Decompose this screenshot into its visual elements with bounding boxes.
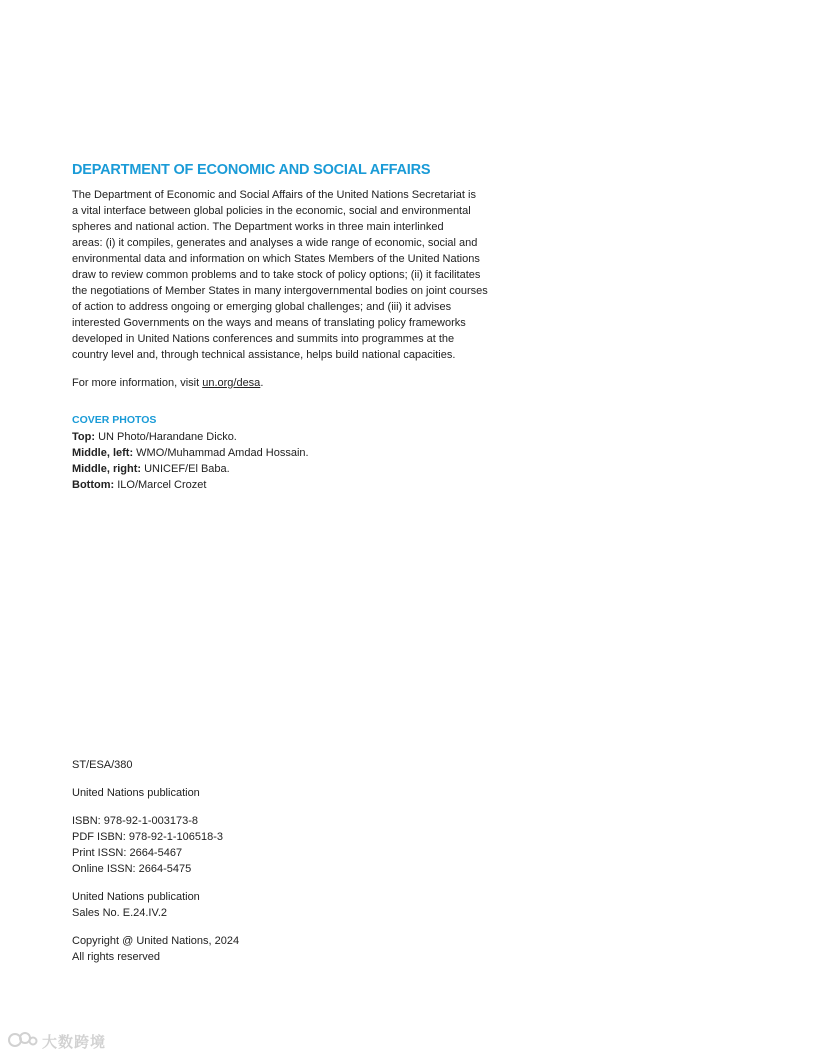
credit-label: Middle, left:	[72, 447, 134, 459]
more-info-suffix: .	[260, 377, 264, 389]
description-line: environmental data and information on which States Members of the United Nations	[72, 253, 480, 265]
description-line: developed in United Nations conferences and summits into programmes at the	[72, 333, 455, 345]
imprint-section	[72, 757, 239, 977]
pdf-isbn: PDF ISBN: 978-92-1-106518-3	[72, 831, 224, 843]
sales-info	[72, 889, 239, 921]
rights-reserved: All rights reserved	[72, 951, 161, 963]
description-line: spheres and national action. The Department works in three main interlinked	[72, 221, 444, 233]
department-description	[72, 187, 512, 363]
description-line: draw to review common problems and to take stock of policy options; (ii) it facilitates	[72, 269, 481, 281]
watermark	[8, 1030, 106, 1053]
credit-value: UN Photo/Harandane Dicko.	[95, 431, 237, 443]
credit-label: Bottom:	[72, 479, 115, 491]
cover-photos-title: COVER PHOTOS	[72, 414, 157, 426]
credit-label: Top:	[72, 431, 96, 443]
print-issn: Print ISSN: 2664-5467	[72, 847, 183, 859]
watermark-text: 大数跨境	[42, 1034, 107, 1051]
online-issn: Online ISSN: 2664-5475	[72, 863, 192, 875]
credit-value: WMO/Muhammad Amdad Hossain.	[133, 447, 309, 459]
department-title: DEPARTMENT OF ECONOMIC AND SOCIAL AFFAIRS	[72, 162, 431, 178]
description-line: the negotiations of Member States in many intergovernmental bodies on joint courses	[72, 285, 488, 297]
description-line: country level and, through technical assistance, helps build national capacities.	[72, 349, 456, 361]
watermark-logo-icon	[8, 1030, 38, 1053]
document-symbol: ST/ESA/380	[72, 759, 133, 771]
description-line: The Department of Economic and Social Affairs of the United Nations Secretariat is	[72, 189, 476, 201]
copyright: Copyright @ United Nations, 2024	[72, 935, 240, 947]
cover-photos-section	[72, 413, 309, 493]
credit-value: ILO/Marcel Crozet	[114, 479, 207, 491]
desa-link[interactable]: un.org/desa	[202, 377, 261, 389]
description-line: interested Governments on the ways and means of translating policy frameworks	[72, 317, 466, 329]
identifiers	[72, 813, 239, 877]
photo-credit-bottom	[72, 477, 309, 493]
photo-credit-middle-right	[72, 461, 309, 477]
description-line: areas: (i) it compiles, generates and analyses a wide range of economic, social and	[72, 237, 478, 249]
credit-value: UNICEF/El Baba.	[141, 463, 230, 475]
credit-label: Middle, right:	[72, 463, 142, 475]
more-info-prefix: For more information, visit	[72, 377, 203, 389]
photo-credit-middle-left	[72, 445, 309, 461]
isbn: ISBN: 978-92-1-003173-8	[72, 815, 198, 827]
more-info-text	[72, 375, 263, 391]
publication-note: United Nations publication	[72, 787, 200, 799]
publication-note-2: United Nations publication	[72, 891, 200, 903]
description-line: a vital interface between global policies in the economic, social and environmental	[72, 205, 471, 217]
sales-number: Sales No. E.24.IV.2	[72, 907, 167, 919]
copyright-info	[72, 933, 239, 965]
photo-credit-top	[72, 429, 309, 445]
description-line: of action to address ongoing or emerging global challenges; and (iii) it advises	[72, 301, 452, 313]
